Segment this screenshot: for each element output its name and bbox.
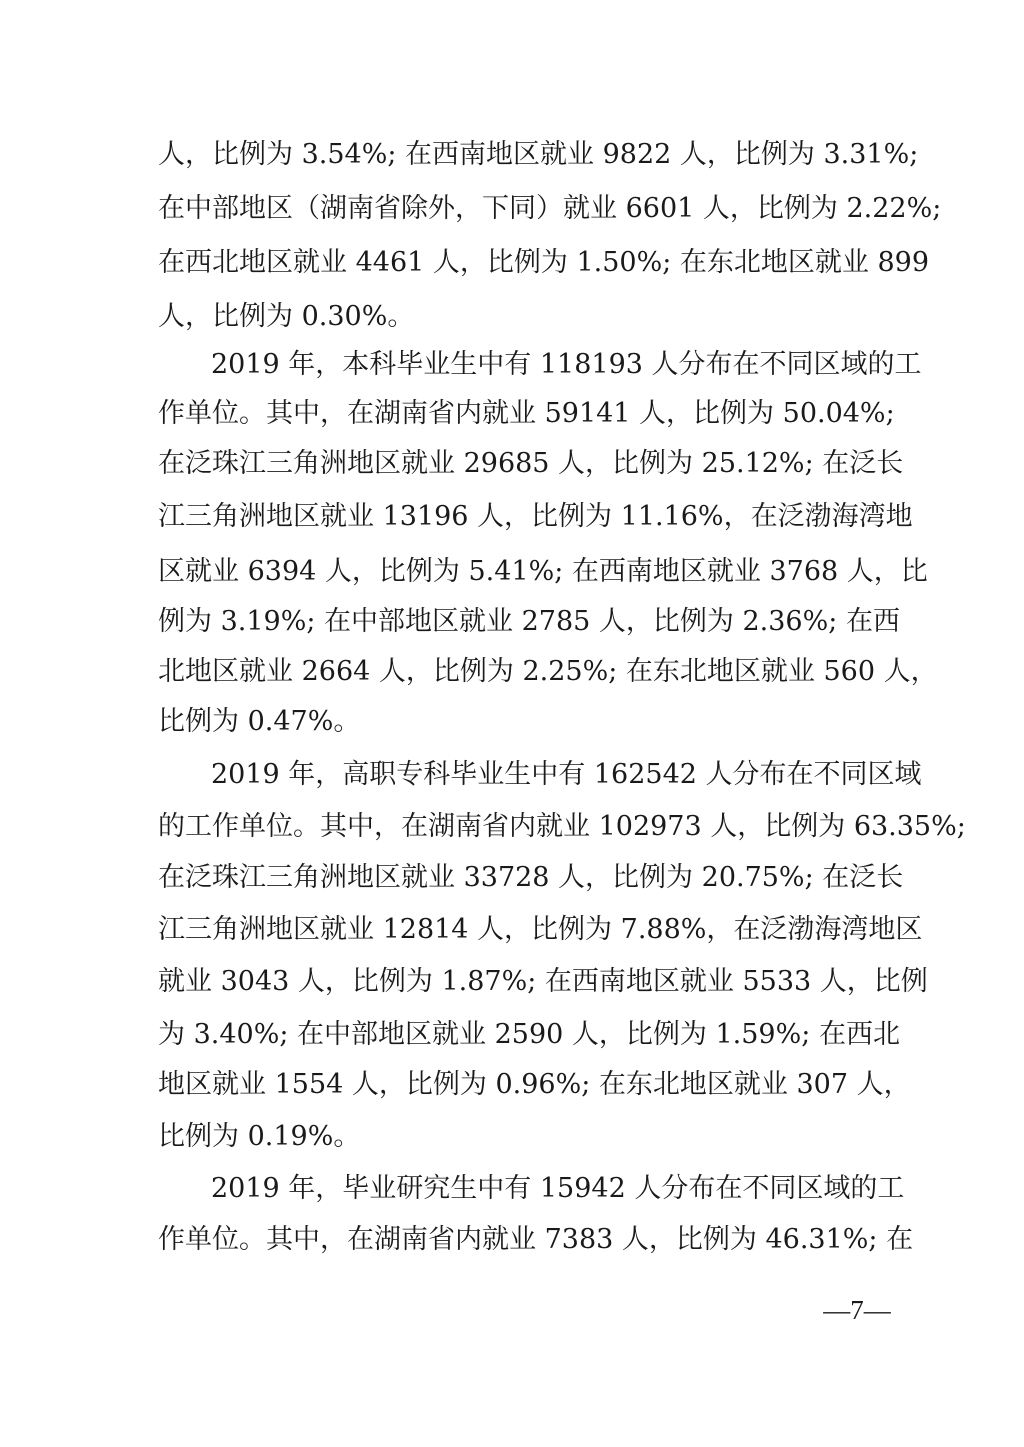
paragraph-line: 在泛珠江三角洲地区就业 33728 人，比例为 20.75%; 在泛长 [158, 862, 904, 893]
paragraph-line: 例为 3.19%; 在中部地区就业 2785 人，比例为 2.36%; 在西 [158, 606, 900, 637]
paragraph-line: 比例为 0.19%。 [158, 1121, 361, 1152]
page-number: —7— [823, 1295, 891, 1325]
paragraph-line: 在泛珠江三角洲地区就业 29685 人，比例为 25.12%; 在泛长 [158, 448, 904, 479]
paragraph-line: 2019 年，毕业研究生中有 15942 人分布在不同区域的工 [211, 1173, 905, 1204]
paragraph-line: 区就业 6394 人，比例为 5.41%; 在西南地区就业 3768 人，比 [158, 556, 928, 587]
paragraph-line: 人，比例为 0.30%。 [158, 301, 415, 332]
paragraph-line: 为 3.40%; 在中部地区就业 2590 人，比例为 1.59%; 在西北 [158, 1019, 900, 1050]
paragraph-line: 就业 3043 人，比例为 1.87%; 在西南地区就业 5533 人，比例 [158, 966, 928, 997]
paragraph-line: 2019 年，本科毕业生中有 118193 人分布在不同区域的工 [211, 349, 922, 380]
paragraph-line: 在中部地区（湖南省除外，下同）就业 6601 人，比例为 2.22%; [158, 193, 942, 224]
paragraph-line: 的工作单位。其中，在湖南省内就业 102973 人，比例为 63.35%; [158, 811, 966, 842]
paragraph-line: 地区就业 1554 人，比例为 0.96%; 在东北地区就业 307 人， [158, 1069, 911, 1100]
paragraph-line: 江三角洲地区就业 12814 人，比例为 7.88%，在泛渤海湾地区 [158, 914, 923, 945]
paragraph-line: 2019 年，高职专科毕业生中有 162542 人分布在不同区域 [211, 759, 922, 790]
paragraph-line: 比例为 0.47%。 [158, 706, 361, 737]
paragraph-line: 作单位。其中，在湖南省内就业 7383 人，比例为 46.31%; 在 [158, 1224, 914, 1255]
paragraph-line: 人，比例为 3.54%; 在西南地区就业 9822 人，比例为 3.31%; [158, 139, 919, 170]
paragraph-line: 北地区就业 2664 人，比例为 2.25%; 在东北地区就业 560 人， [158, 656, 938, 687]
paragraph-line: 作单位。其中，在湖南省内就业 59141 人，比例为 50.04%; [158, 398, 895, 429]
paragraph-line: 在西北地区就业 4461 人，比例为 1.50%; 在东北地区就业 899 [158, 247, 930, 278]
paragraph-line: 江三角洲地区就业 13196 人，比例为 11.16%，在泛渤海湾地 [158, 501, 913, 532]
